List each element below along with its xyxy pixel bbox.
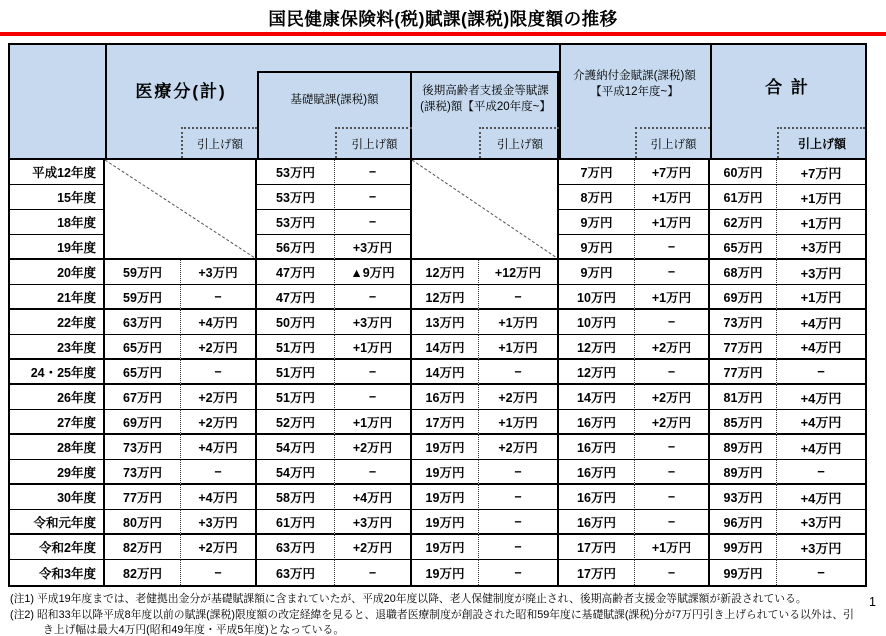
cell-elderly: 19万円 — [412, 510, 479, 535]
cell-elderly_inc: − — [479, 285, 559, 310]
cell-year: 28年度 — [10, 435, 105, 460]
cell-elderly_inc: +1万円 — [479, 410, 559, 435]
cell-year: 18年度 — [10, 210, 105, 235]
cell-basic: 63万円 — [257, 535, 335, 560]
cell-elderly_inc: +1万円 — [479, 335, 559, 360]
cell-basic: 51万円 — [257, 335, 335, 360]
cell-total: 60万円 — [710, 160, 777, 185]
footnotes — [10, 592, 856, 636]
cell-care: 16万円 — [559, 485, 635, 510]
cell-year: 令和3年度 — [10, 560, 105, 585]
table-header — [10, 45, 865, 160]
cell-med_inc: +3万円 — [181, 510, 257, 535]
cell-elderly: 19万円 — [412, 535, 479, 560]
cell-care: 12万円 — [559, 335, 635, 360]
cell-elderly: 19万円 — [412, 560, 479, 585]
cell-med: 59万円 — [105, 285, 181, 310]
cell-care: 8万円 — [559, 185, 635, 210]
cell-basic_inc: +3万円 — [335, 510, 412, 535]
cell-year: 24・25年度 — [10, 360, 105, 385]
cell-total: 62万円 — [710, 210, 777, 235]
cell-total_inc: +4万円 — [777, 410, 865, 435]
cell-elderly: 12万円 — [412, 285, 479, 310]
cell-elderly_inc: − — [479, 560, 559, 585]
cell-care: 16万円 — [559, 460, 635, 485]
page-number: 1 — [869, 595, 876, 609]
care-levy-label-text: 介護納付金賦課(課税)額 — [573, 70, 696, 83]
diagonal-line — [105, 160, 255, 258]
cell-basic_inc: − — [335, 385, 412, 410]
cell-basic_inc: − — [335, 285, 412, 310]
cell-total: 77万円 — [710, 360, 777, 385]
cell-care_inc: − — [635, 460, 710, 485]
cell-care: 17万円 — [559, 560, 635, 585]
cell-care: 7万円 — [559, 160, 635, 185]
cell-med: 65万円 — [105, 335, 181, 360]
cell-total_inc: +4万円 — [777, 335, 865, 360]
cell-year: 29年度 — [10, 460, 105, 485]
cell-med: 63万円 — [105, 310, 181, 335]
cell-med_inc: +2万円 — [181, 335, 257, 360]
cell-total_inc: − — [777, 360, 865, 385]
footnote-2: (注2) 昭和33年以降平成8年度以前の賦課(課税)限度額の改定経緯を見ると、退職者医療制度が創設された昭和59年度に基礎賦課(課税)分が7万円引き上げられている以外は、引き上げ幅は最大4万円(昭和49年度・平成5年度)となっている。 — [10, 608, 854, 636]
cell-basic: 61万円 — [257, 510, 335, 535]
cell-basic_inc: − — [335, 160, 412, 185]
cell-total_inc: +3万円 — [777, 260, 865, 285]
cell-care_inc: − — [635, 235, 710, 260]
cell-elderly: 13万円 — [412, 310, 479, 335]
cell-elderly_inc: − — [479, 535, 559, 560]
cell-total_inc: +4万円 — [777, 485, 865, 510]
cell-basic: 58万円 — [257, 485, 335, 510]
cell-basic: 50万円 — [257, 310, 335, 335]
cell-elderly: 19万円 — [412, 485, 479, 510]
cell-basic_inc: +1万円 — [335, 410, 412, 435]
cell-med_inc: +2万円 — [181, 385, 257, 410]
cell-med: 73万円 — [105, 460, 181, 485]
cell-med_inc: +2万円 — [181, 410, 257, 435]
cell-care: 16万円 — [559, 410, 635, 435]
cell-care: 12万円 — [559, 360, 635, 385]
increase-label-care: 引上げ額 — [635, 127, 710, 158]
cell-med_inc: +2万円 — [181, 535, 257, 560]
cell-med: 59万円 — [105, 260, 181, 285]
footnote-1: (注1) 平成19年度までは、老健拠出金分が基礎賦課額に含まれていたが、平成20年度以降、老人保健制度が廃止され、後期高齢者支援金等賦課額が新設されている。 — [10, 593, 807, 605]
cell-elderly: 14万円 — [412, 360, 479, 385]
cell-elderly: 16万円 — [412, 385, 479, 410]
cell-med_inc: +4万円 — [181, 435, 257, 460]
table-body — [10, 160, 865, 585]
elderly-levy-label: 後期高齢者支援金等賦課(課税)額【平成20年度~】 — [420, 85, 551, 113]
cell-basic_inc: +3万円 — [335, 235, 412, 260]
cell-care: 9万円 — [559, 260, 635, 285]
cell-care_inc: − — [635, 560, 710, 585]
cell-basic_inc: +1万円 — [335, 335, 412, 360]
cell-care_inc: − — [635, 435, 710, 460]
cell-total: 99万円 — [710, 535, 777, 560]
cell-basic_inc: − — [335, 210, 412, 235]
cell-year: 27年度 — [10, 410, 105, 435]
cell-med: 82万円 — [105, 535, 181, 560]
cell-basic_inc: +4万円 — [335, 485, 412, 510]
cell-total_inc: − — [777, 560, 865, 585]
cell-elderly: 14万円 — [412, 335, 479, 360]
cell-basic_inc: +2万円 — [335, 435, 412, 460]
cell-total: 77万円 — [710, 335, 777, 360]
cell-med: 73万円 — [105, 435, 181, 460]
increase-label-total: 引上げ額 — [777, 127, 865, 158]
cell-care_inc: +2万円 — [635, 335, 710, 360]
increase-label-elderly: 引上げ額 — [479, 127, 559, 158]
cell-med_inc: +4万円 — [181, 310, 257, 335]
cell-total: 89万円 — [710, 460, 777, 485]
merged-empty-elderly-cell — [412, 160, 559, 260]
cell-year: 令和2年度 — [10, 535, 105, 560]
cell-total_inc: +1万円 — [777, 285, 865, 310]
cell-year: 20年度 — [10, 260, 105, 285]
medical-group-label: 医療分(計) — [135, 81, 227, 101]
cell-total: 61万円 — [710, 185, 777, 210]
cell-basic: 63万円 — [257, 560, 335, 585]
cell-care_inc: +1万円 — [635, 285, 710, 310]
cell-basic: 51万円 — [257, 360, 335, 385]
cell-elderly_inc: − — [479, 510, 559, 535]
cell-basic_inc: +3万円 — [335, 310, 412, 335]
cell-med: 77万円 — [105, 485, 181, 510]
cell-basic_inc: − — [335, 560, 412, 585]
cell-total: 65万円 — [710, 235, 777, 260]
cell-total: 73万円 — [710, 310, 777, 335]
limits-table — [8, 43, 867, 587]
cell-med_inc: − — [181, 560, 257, 585]
cell-elderly_inc: +2万円 — [479, 385, 559, 410]
cell-basic_inc: − — [335, 360, 412, 385]
cell-basic: 53万円 — [257, 160, 335, 185]
cell-med_inc: +4万円 — [181, 485, 257, 510]
cell-care: 9万円 — [559, 235, 635, 260]
cell-care_inc: − — [635, 485, 710, 510]
cell-year: 19年度 — [10, 235, 105, 260]
cell-care_inc: − — [635, 310, 710, 335]
cell-basic: 54万円 — [257, 460, 335, 485]
cell-total: 85万円 — [710, 410, 777, 435]
cell-elderly_inc: − — [479, 360, 559, 385]
increase-label-basic: 引上げ額 — [335, 127, 412, 158]
cell-basic_inc: ▲9万円 — [335, 260, 412, 285]
cell-total_inc: +4万円 — [777, 385, 865, 410]
total-label: 合 計 — [765, 77, 810, 97]
cell-care_inc: − — [635, 510, 710, 535]
cell-year: 15年度 — [10, 185, 105, 210]
cell-elderly: 19万円 — [412, 435, 479, 460]
cell-total: 81万円 — [710, 385, 777, 410]
cell-year: 22年度 — [10, 310, 105, 335]
cell-total: 68万円 — [710, 260, 777, 285]
cell-total_inc: +3万円 — [777, 535, 865, 560]
care-levy-label-note: 【平成12年度~】 — [590, 86, 679, 98]
cell-med: 69万円 — [105, 410, 181, 435]
cell-care_inc: +2万円 — [635, 410, 710, 435]
cell-care_inc: − — [635, 360, 710, 385]
cell-care_inc: +2万円 — [635, 385, 710, 410]
cell-total: 99万円 — [710, 560, 777, 585]
cell-care: 17万円 — [559, 535, 635, 560]
cell-elderly_inc: − — [479, 485, 559, 510]
cell-total_inc: +3万円 — [777, 510, 865, 535]
cell-total_inc: +1万円 — [777, 185, 865, 210]
cell-med_inc: − — [181, 460, 257, 485]
cell-basic: 52万円 — [257, 410, 335, 435]
cell-care_inc: +1万円 — [635, 210, 710, 235]
cell-year: 21年度 — [10, 285, 105, 310]
cell-basic_inc: − — [335, 460, 412, 485]
cell-elderly_inc: +12万円 — [479, 260, 559, 285]
cell-med: 82万円 — [105, 560, 181, 585]
cell-med: 67万円 — [105, 385, 181, 410]
cell-total: 93万円 — [710, 485, 777, 510]
cell-elderly: 19万円 — [412, 460, 479, 485]
cell-care: 10万円 — [559, 285, 635, 310]
cell-elderly: 17万円 — [412, 410, 479, 435]
cell-care: 9万円 — [559, 210, 635, 235]
cell-med_inc: − — [181, 360, 257, 385]
cell-care_inc: +1万円 — [635, 185, 710, 210]
cell-med: 80万円 — [105, 510, 181, 535]
cell-med_inc: − — [181, 285, 257, 310]
cell-basic: 47万円 — [257, 260, 335, 285]
cell-basic_inc: − — [335, 185, 412, 210]
cell-total_inc: +4万円 — [777, 435, 865, 460]
cell-care_inc: − — [635, 260, 710, 285]
cell-care_inc: +7万円 — [635, 160, 710, 185]
cell-care: 14万円 — [559, 385, 635, 410]
cell-year: 30年度 — [10, 485, 105, 510]
cell-total_inc: +3万円 — [777, 235, 865, 260]
diagonal-line — [412, 160, 557, 258]
cell-care: 16万円 — [559, 435, 635, 460]
cell-med: 65万円 — [105, 360, 181, 385]
cell-elderly_inc: +1万円 — [479, 310, 559, 335]
care-levy-label — [559, 45, 710, 125]
cell-elderly_inc: − — [479, 460, 559, 485]
cell-total: 96万円 — [710, 510, 777, 535]
cell-med_inc: +3万円 — [181, 260, 257, 285]
cell-basic: 47万円 — [257, 285, 335, 310]
cell-total: 69万円 — [710, 285, 777, 310]
cell-basic: 53万円 — [257, 185, 335, 210]
title-underline — [0, 32, 886, 36]
cell-total_inc: +1万円 — [777, 210, 865, 235]
cell-total_inc: − — [777, 460, 865, 485]
merged-empty-medical-cell — [105, 160, 257, 260]
cell-care_inc: +1万円 — [635, 535, 710, 560]
increase-label-medical: 引上げ額 — [181, 127, 257, 158]
cell-total: 89万円 — [710, 435, 777, 460]
cell-basic: 54万円 — [257, 435, 335, 460]
cell-year: 26年度 — [10, 385, 105, 410]
cell-basic: 56万円 — [257, 235, 335, 260]
basic-levy-label: 基礎賦課(課税)額 — [290, 94, 379, 106]
cell-basic: 51万円 — [257, 385, 335, 410]
cell-care: 10万円 — [559, 310, 635, 335]
cell-care: 16万円 — [559, 510, 635, 535]
cell-year: 平成12年度 — [10, 160, 105, 185]
cell-basic: 53万円 — [257, 210, 335, 235]
cell-total_inc: +7万円 — [777, 160, 865, 185]
cell-elderly_inc: +2万円 — [479, 435, 559, 460]
cell-total_inc: +4万円 — [777, 310, 865, 335]
page-title: 国民健康保険料(税)賦課(課税)限度額の推移 — [268, 9, 618, 29]
cell-year: 23年度 — [10, 335, 105, 360]
cell-elderly: 12万円 — [412, 260, 479, 285]
cell-year: 令和元年度 — [10, 510, 105, 535]
cell-basic_inc: +2万円 — [335, 535, 412, 560]
